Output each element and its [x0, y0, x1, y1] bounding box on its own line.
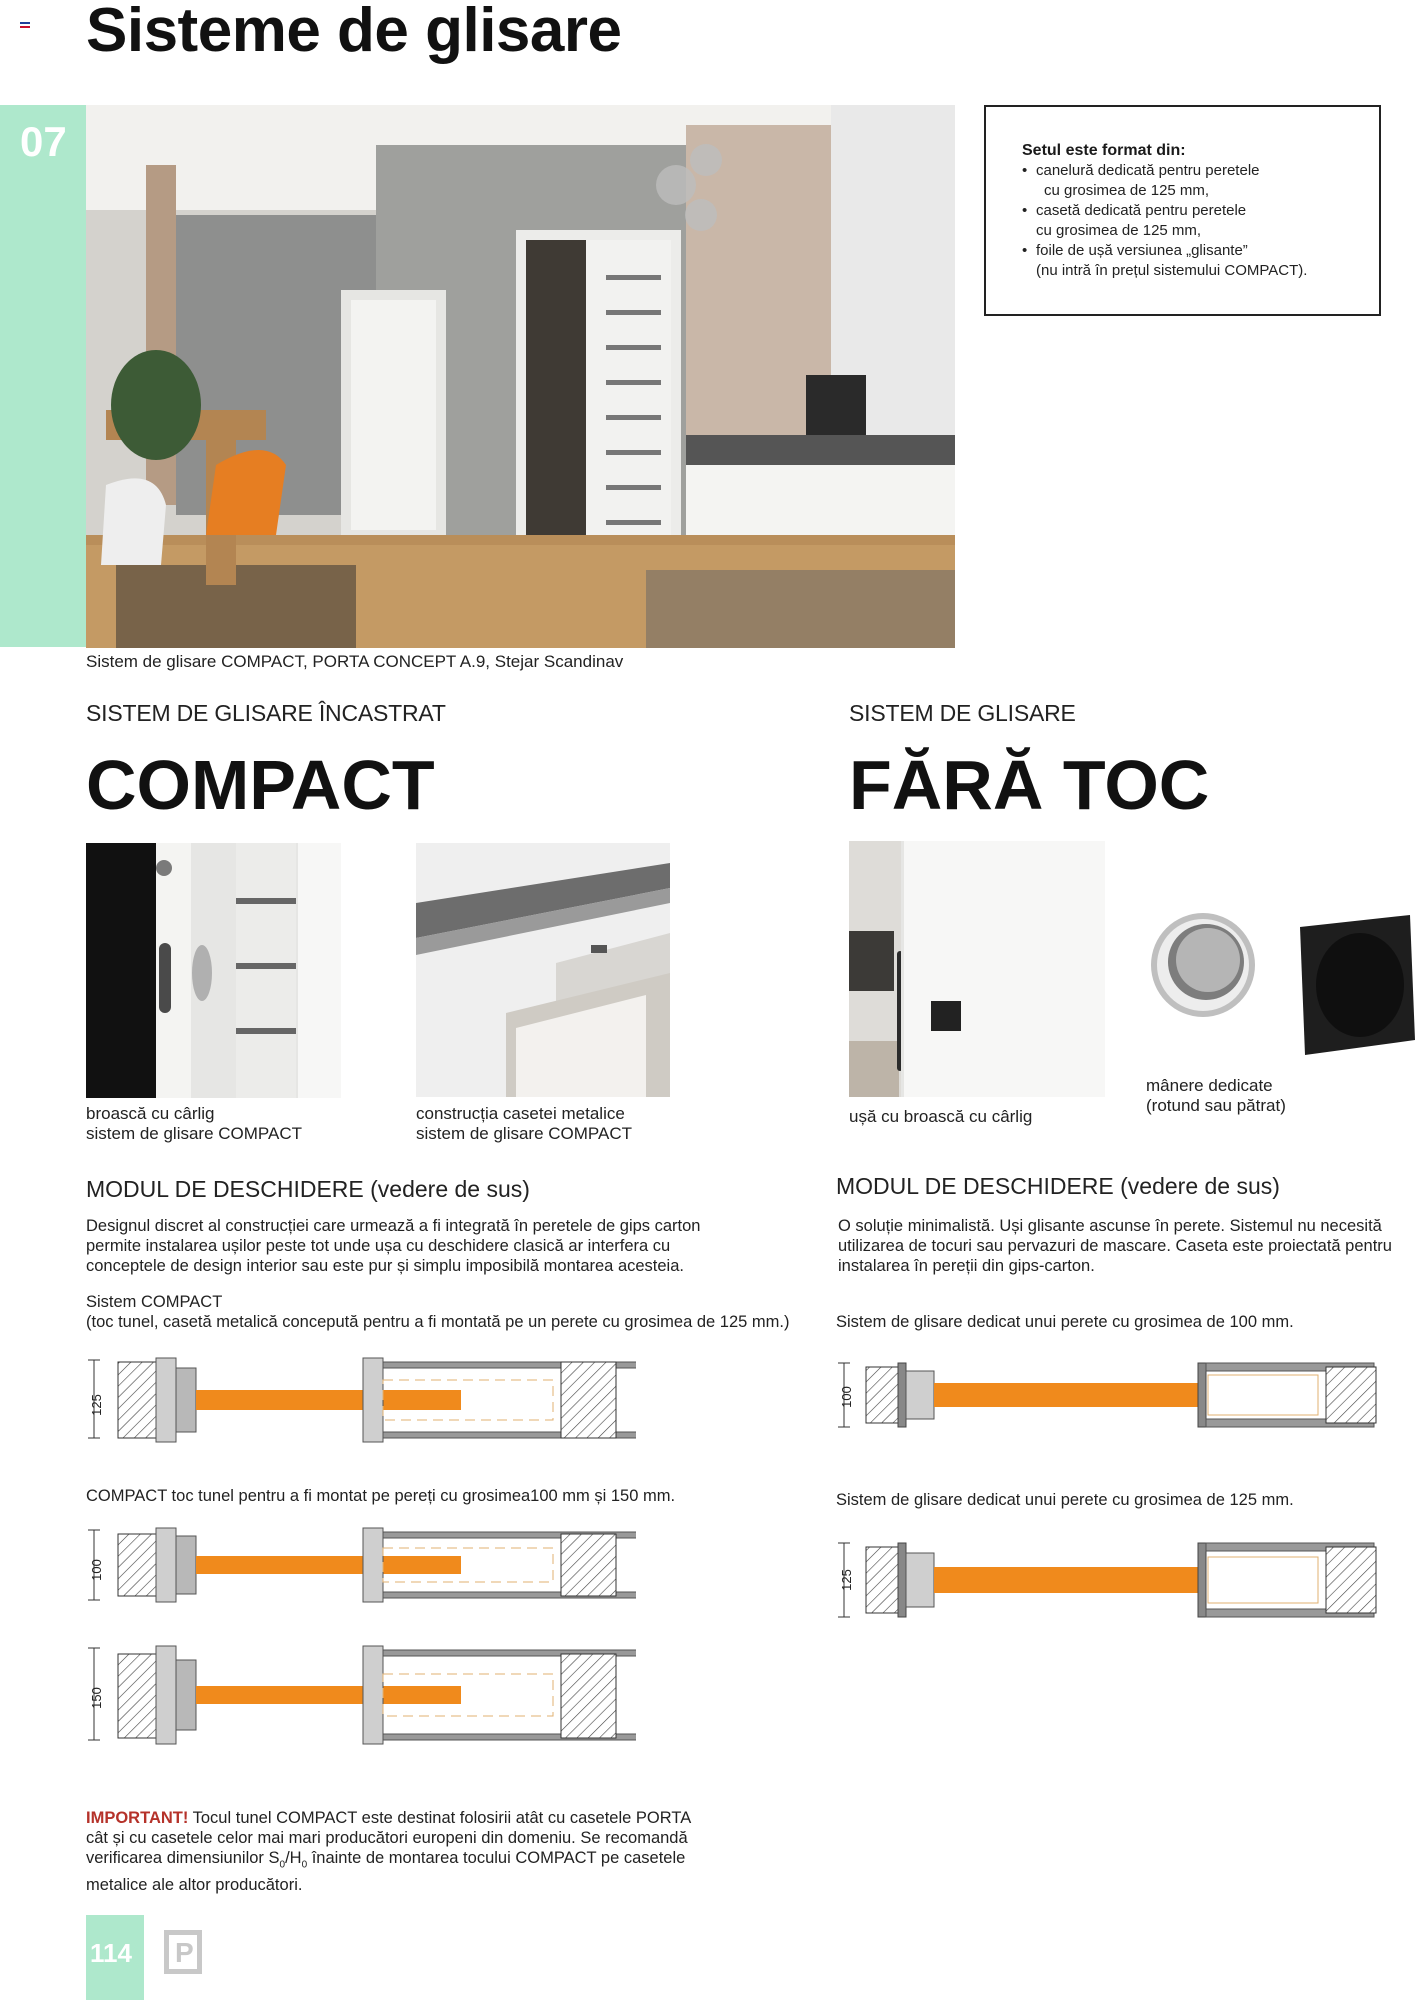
- frameless-title: FĂRĂ TOC: [849, 746, 1210, 824]
- porta-logo-icon: P: [164, 1930, 202, 1974]
- tunnel-frame-label: COMPACT toc tunel pentru a fi montat pe pereți cu grosimea100 mm și 150 mm.: [86, 1487, 676, 1505]
- page-title: Sisteme de glisare: [86, 0, 622, 65]
- compact-description: Designul discret al construcției care urmează a fi integrată în peretele de gips carton permite instalarea ușilor peste tot unde ușa cu deschidere clasică ar interfera cu conceptele de design interior sau este pur și simplu imposibilă montarea acesteia.: [86, 1217, 701, 1275]
- handles-caption: mânere dedicate (rotund sau pătrat): [1146, 1076, 1286, 1115]
- dimension-label: 125: [839, 1569, 854, 1591]
- section-band: [0, 105, 88, 647]
- set-contents-box: [984, 105, 1381, 316]
- section-number: 07: [20, 118, 67, 165]
- hero-photo: [86, 105, 955, 648]
- frameless-diagram-125: [836, 1535, 1381, 1625]
- hook-lock-photo: [86, 843, 341, 1098]
- set-contents-title: Setul este format din:: [1022, 142, 1186, 159]
- dimension-label: 100: [839, 1386, 854, 1408]
- compact-title: COMPACT: [86, 746, 435, 824]
- frameless-100-label: Sistem de glisare dedicat unui perete cu grosimea de 100 mm.: [836, 1313, 1294, 1331]
- dimension-label: 125: [89, 1394, 104, 1416]
- list-item: • casetă dedicată pentru peretele cu grosimea de 125 mm,: [1022, 202, 1247, 239]
- list-item: • foile de ușă versiunea „glisante” (nu intră în prețul sistemului COMPACT).: [1022, 242, 1308, 279]
- door-leaf: [196, 1556, 461, 1574]
- important-note: IMPORTANT! Tocul tunel COMPACT este destinat folosirii atât cu casetele PORTA cât și cu casetele celor mai mari producători europeni din domeniu. Se recomandă verificarea dimensiunilor $S_0/H_0$ înainte de montarea tocului COMPACT pe casetele metalice ale altor producători.: [86, 1809, 692, 1895]
- frameless-125-label: Sistem de glisare dedicat unui perete cu grosimea de 125 mm.: [836, 1491, 1294, 1509]
- frameless-description: O soluție minimalistă. Uși glisante ascunse în perete. Sistemul nu necesită utilizarea de tocuri sau pervazuri de mascare. Caseta este proiectată pentru instalarea în pereții din gips-carton.: [838, 1217, 1392, 1275]
- frameless-door-photo: [849, 841, 1105, 1097]
- frameless-diagram-100: [836, 1355, 1381, 1435]
- hero-caption: Sistem de glisare COMPACT, PORTA CONCEPT A.9, Stejar Scandinav: [86, 652, 624, 671]
- door-leaf: [196, 1686, 461, 1704]
- compact-system-label: Sistem COMPACT (toc tunel, casetă metalică concepută pentru a fi montată pe un perete cu grosimea de 125 mm.): [86, 1293, 790, 1331]
- door-leaf: [196, 1390, 461, 1410]
- compact-subtitle: SISTEM DE GLISARE ÎNCASTRAT: [86, 700, 446, 726]
- door-leaf: [934, 1383, 1198, 1407]
- important-label: IMPORTANT!: [86, 1809, 189, 1827]
- dimension-label: 100: [89, 1559, 104, 1581]
- list-item: • canelură dedicată pentru peretele cu grosimea de 125 mm,: [1022, 162, 1260, 199]
- language-flag-icon: [20, 22, 30, 30]
- compact-diagram-150: [86, 1640, 636, 1750]
- page-number: 114: [90, 1938, 132, 1968]
- door-leaf: [934, 1567, 1198, 1593]
- frameless-subtitle: SISTEM DE GLISARE: [849, 700, 1076, 726]
- metal-cassette-photo: [416, 843, 670, 1097]
- frameless-door-caption: ușă cu broască cu cârlig: [849, 1107, 1033, 1126]
- compact-diagram-125: [86, 1350, 636, 1450]
- opening-mode-heading-left: MODUL DE DESCHIDERE (vedere de sus): [86, 1176, 530, 1202]
- metal-cassette-caption: construcția casetei metalice sistem de glisare COMPACT: [416, 1104, 633, 1143]
- square-handle-icon: [1300, 915, 1415, 1055]
- compact-diagram-100: [86, 1520, 636, 1610]
- hook-lock-caption: broască cu cârlig sistem de glisare COMPACT: [86, 1104, 303, 1143]
- dimension-label: 150: [89, 1687, 104, 1709]
- round-handle-icon: [1148, 910, 1258, 1020]
- set-contents-list: [1022, 161, 1349, 281]
- opening-mode-heading-right: MODUL DE DESCHIDERE (vedere de sus): [836, 1173, 1280, 1199]
